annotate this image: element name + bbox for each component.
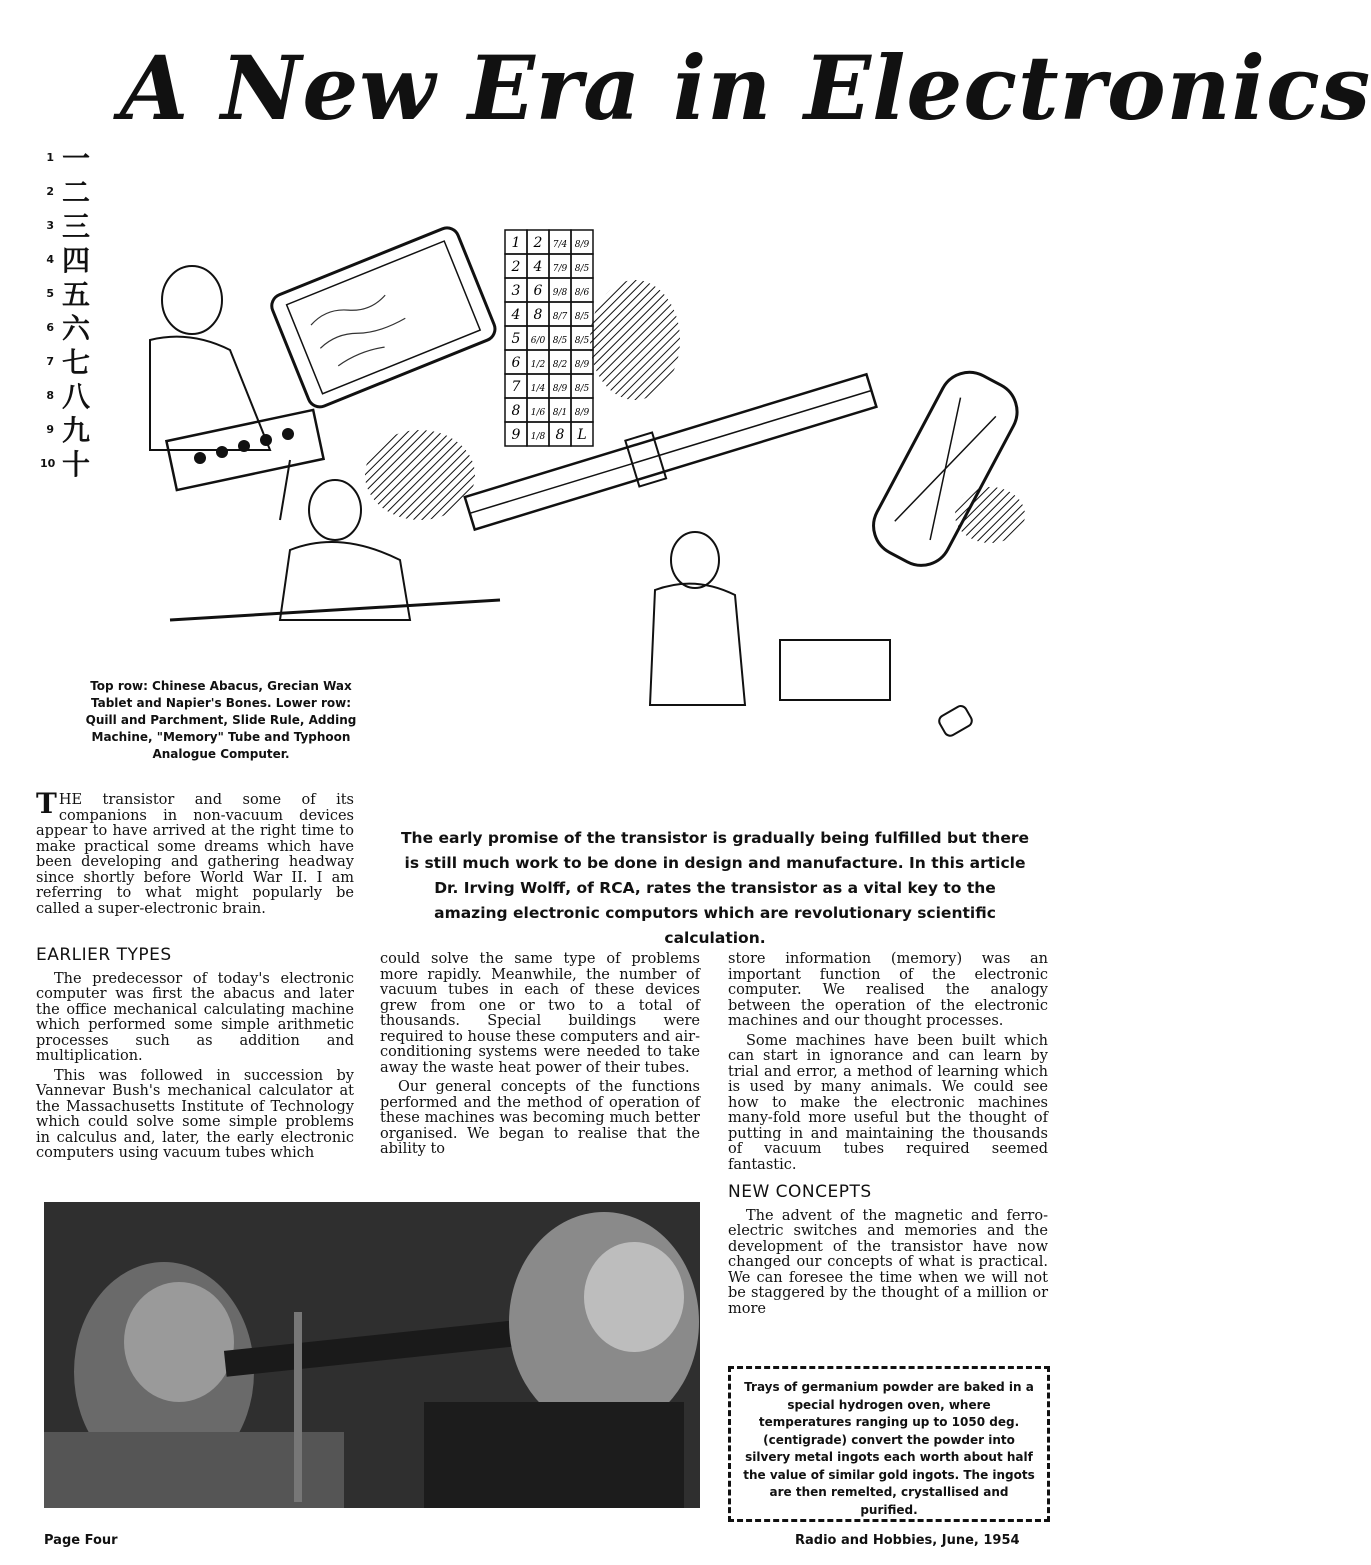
bones-digit: 5 — [511, 331, 521, 347]
chinese-numeral: 九 — [62, 414, 91, 447]
numeral-row — [40, 140, 110, 174]
chinese-numeral: 十 — [62, 448, 91, 481]
bones-digit: 4 — [533, 259, 543, 275]
wax-tablet-drawing — [268, 224, 498, 410]
standfirst: The early promise of the transistor is gradually being fulfilled but there is still much work to be done in design and manufacture. In this article Dr. Irving Wolff, of RCA, rates the transistor as a vital key to the amazing electronic computors which are revolutionary scientific calculation. — [400, 829, 1030, 947]
photo-caption: Trays of germanium powder are baked in a special hydrogen oven, where temperatures ranging up to 1050 deg. (centigrade) convert the powder into silvery metal ingots each worth about half the value of similar gold ingots. The ingots are then remelted, crystallised and purified. — [728, 1366, 1050, 1522]
slide-rule — [463, 368, 879, 537]
paragraph: store information (memory) was an important function of the electronic computer. We realised the analogy between the operation of the electronic machines and our thought processes. — [728, 951, 1048, 1029]
bones-digit: 6 — [511, 355, 521, 371]
lead-paragraph — [36, 787, 354, 917]
illustration-caption: Top row: Chinese Abacus, Grecian Wax Tablet and Napier's Bones. Lower row: Quill and Parchment, Slide Rule, Adding Machine, "Memory" Tube and Typhoon Analogue Computer. — [85, 679, 357, 761]
bones-digit: 8/5 — [574, 312, 590, 322]
chinese-numeral: 七 — [62, 346, 91, 379]
paragraph: Our general concepts of the functions performed and the method of operation of these machines was becoming much better organised. We began to realise that the ability to — [380, 1079, 700, 1157]
numeral-dot: 5 — [46, 286, 54, 300]
bones-digit: 8/9 — [552, 384, 568, 394]
section-heading: NEW CONCEPTS — [728, 1182, 872, 1202]
paragraph: The advent of the magnetic and ferro-electric switches and memories and the development of the transistor have now changed our concepts of what is practical. We can foresee the time when we will not be staggered by the thought of a million or more — [728, 1207, 1048, 1317]
bones-digit: 8/5 — [574, 336, 590, 346]
paragraph: could solve the same type of problems more rapidly. Meanwhile, the number of vacuum tubes in each of these devices grew from one or two to a total of thousands. Special buildings were required to house these computers and air-conditioning systems were needed to take away the waste heat power of their tubes. — [380, 951, 700, 1076]
lab-photo — [44, 1202, 700, 1508]
bones-digit: 9 — [511, 427, 521, 443]
numeral-dot: 9 — [46, 422, 54, 436]
bones-digit: 8/5 — [574, 384, 590, 394]
numeral-row — [40, 208, 110, 242]
publication-info: Radio and Hobbies, June, 1954 — [795, 1533, 1020, 1548]
napiers-bones — [505, 230, 593, 446]
hatch-shape — [590, 280, 680, 400]
column-3 — [728, 952, 1048, 1321]
numeral-row — [40, 310, 110, 344]
bones-digit: 6 — [533, 283, 543, 299]
chinese-numerals — [40, 140, 110, 480]
numeral-row — [40, 276, 110, 310]
numeral-row — [40, 174, 110, 208]
chinese-numeral: 六 — [62, 312, 91, 345]
chinese-numeral: 二 — [62, 176, 91, 209]
bones-digit: 1/8 — [530, 432, 546, 442]
bones-digit: 8/5 — [574, 264, 590, 274]
chinese-numeral: 五 — [62, 278, 91, 311]
chinese-numeral: 一 — [62, 142, 91, 175]
numeral-dot: 10 — [40, 456, 56, 470]
bones-digit: 8/9 — [574, 408, 590, 418]
bones-digit: 9/8 — [552, 288, 568, 298]
numeral-row — [40, 344, 110, 378]
bones-digit: 8 — [533, 307, 543, 323]
column-1 — [36, 945, 354, 1166]
bones-digit: 8/7 — [552, 312, 568, 322]
hatch-shape — [365, 430, 475, 520]
bones-digit: 1/4 — [530, 384, 546, 394]
bones-digit: 3 — [511, 283, 521, 299]
bones-digit: 8/6 — [574, 288, 590, 298]
numeral-dot: 4 — [46, 252, 54, 266]
page-title: A New Era in Electronics — [120, 36, 1371, 140]
drop-cap: T — [36, 787, 57, 820]
bones-digit: 8 — [511, 403, 521, 419]
numeral-dot: 1 — [46, 150, 54, 164]
lead-text: HE transistor and some of its companions in non-vacuum devices appear to have arrived at the right time to make practical some dreams which have been developing and gathering headway since shortly before World War II. I am referring to what might popularly be called a super-electronic brain. — [36, 792, 354, 917]
bones-digit: 7 — [511, 379, 521, 395]
bones-digit: L — [577, 427, 587, 443]
numeral-dot: 7 — [46, 354, 54, 368]
numeral-dot: 6 — [46, 320, 54, 334]
chinese-numeral: 三 — [62, 210, 91, 243]
column-2 — [380, 952, 700, 1162]
numeral-row — [40, 378, 110, 412]
bones-digit: 2 — [533, 235, 543, 251]
bones-digit: 8/5 — [552, 336, 568, 346]
numeral-row — [40, 446, 110, 480]
numeral-dot: 3 — [46, 218, 54, 232]
section-heading: EARLIER TYPES — [36, 945, 172, 965]
bones-digit: 2 — [511, 259, 521, 275]
numeral-dot: 2 — [46, 184, 54, 198]
memory-tube — [863, 362, 1028, 576]
page-number: Page Four — [44, 1533, 118, 1548]
bones-digit: 4 — [511, 307, 521, 323]
bones-digit: 1 — [511, 235, 521, 251]
paragraph: This was followed in succession by Vannevar Bush's mechanical calculator at the Massachusetts Institute of Technology which could solve some simple problems in calculus and, later, the early electronic computers using vacuum tubes which — [36, 1067, 354, 1161]
chinese-numeral: 四 — [62, 244, 91, 277]
paragraph: Some machines have been built which can start in ignorance and can learn by trial and error, a method of learning which is used by many animals. We could see how to make the electronic machines many-fold more useful but the thought of putting in and maintaining the thousands of vacuum tubes required seemed fantastic. — [728, 1032, 1048, 1173]
bones-digit: 8/1 — [552, 408, 568, 418]
numeral-row — [40, 412, 110, 446]
bones-digit: 6/0 — [530, 336, 546, 346]
bones-digit: 7/4 — [552, 240, 568, 250]
adding-machine-figure — [650, 532, 890, 705]
paragraph: The predecessor of today's electronic computer was first the abacus and later the office mechanical calculating machine which performed some simple arithmetic processes such as addition and multiplication. — [36, 970, 354, 1064]
bones-digit: 8/9 — [574, 360, 590, 370]
bones-digit: 8/2 — [552, 360, 568, 370]
bones-digit: 1/6 — [530, 408, 546, 418]
bones-digit: 8/9 — [574, 240, 590, 250]
bones-digit: 1/2 — [530, 360, 546, 370]
bones-digit: 8 — [555, 427, 565, 443]
numeral-dot: 8 — [46, 388, 54, 402]
numeral-row — [40, 242, 110, 276]
chinese-numeral: 八 — [62, 380, 91, 413]
small-tube — [937, 704, 974, 738]
bones-digit: 7/9 — [552, 264, 568, 274]
